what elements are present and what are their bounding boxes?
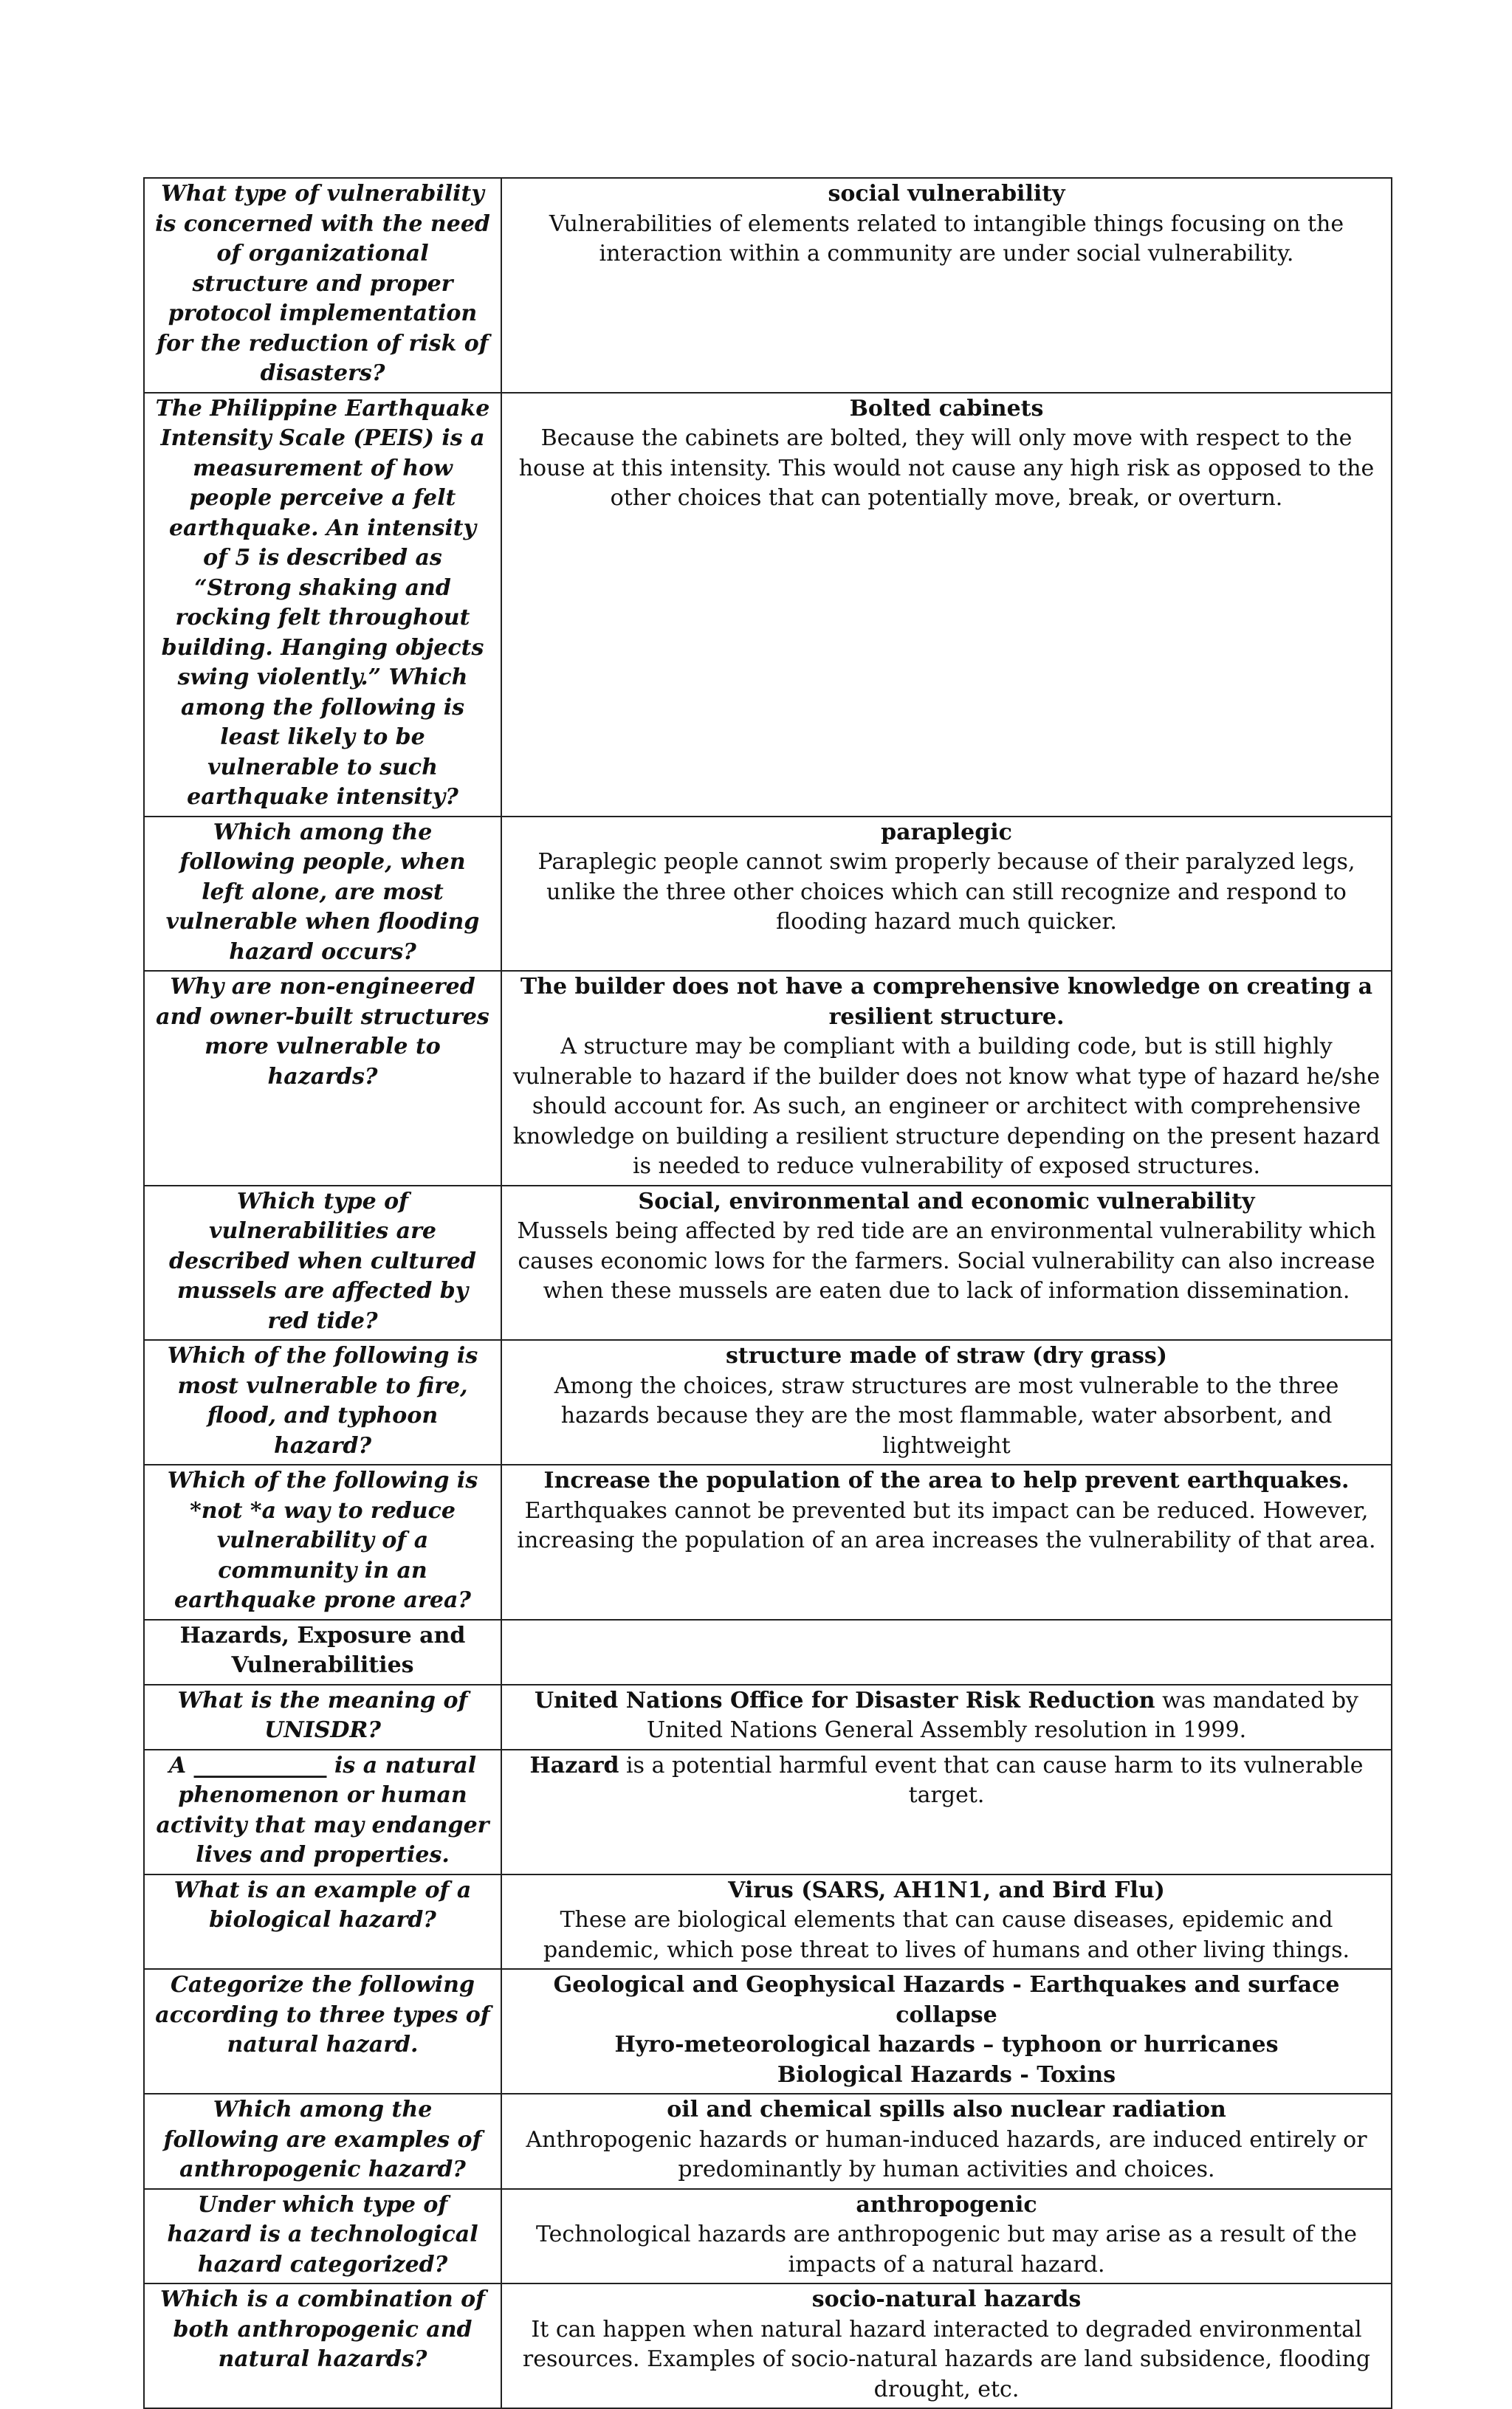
question-cell: Which is a combination of both anthropogenic and natural hazards?: [144, 2283, 501, 2408]
answer-title: structure made of straw (dry grass): [726, 1343, 1167, 1369]
answer-explanation: Earthquakes cannot be prevented but its impact can be reduced. However, increasing the population of an area increases the vulnerability of that area.: [517, 1497, 1376, 1553]
question-cell: Categorize the following according to three types of natural hazard.: [144, 1969, 501, 2094]
hazard-category-line: Biological Hazards - Toxins: [777, 2061, 1116, 2088]
answer-cell: [501, 1340, 1392, 1465]
question-cell: Which of the following is most vulnerable to fire, flood, and typhoon hazard?: [144, 1340, 501, 1465]
answer-explanation: is a potential harmful event that can cause harm to its vulnerable target.: [619, 1752, 1364, 1808]
empty-cell: [501, 1620, 1392, 1685]
question-cell: The Philippine Earthquake Intensity Scale (PEIS) is a measurement of how people perceive a felt earthquake. An intensity of 5 is described as “Strong shaking and rocking felt throughout building. Hanging objects swing violently.” Which among the following is least likely to be vulnerable to such earthquake intensity?: [144, 393, 501, 817]
table-row: [144, 1340, 1392, 1465]
section-heading: Hazards, Exposure and Vulnerabilities: [144, 1620, 501, 1685]
answer-title: socio-natural hazards: [811, 2286, 1082, 2312]
answer-cell: [501, 2189, 1392, 2284]
answer-term: United Nations Office for Disaster Risk Reduction: [534, 1687, 1155, 1714]
question-cell: Which of the following is *not *a way to reduce vulnerability of a community in an earthquake prone area?: [144, 1465, 501, 1620]
table-row: [144, 1465, 1392, 1620]
answer-cell: [501, 1750, 1392, 1874]
answer-title: anthropogenic: [856, 2191, 1037, 2218]
table-row: [144, 1750, 1392, 1874]
answer-title: paraplegic: [881, 819, 1012, 845]
question-cell: What is an example of a biological hazard?: [144, 1874, 501, 1970]
table-row: [144, 1685, 1392, 1750]
answer-cell: [501, 817, 1392, 972]
question-cell: Which among the following people, when left alone, are most vulnerable when flooding hazard occurs?: [144, 817, 501, 972]
answer-explanation: Anthropogenic hazards or human-induced hazards, are induced entirely or predominantly by human activities and choices.: [526, 2126, 1367, 2182]
hazard-category-line: Geological and Geophysical Hazards - Earthquakes and surface collapse: [553, 1972, 1340, 2028]
table-row: [144, 2283, 1392, 2408]
table-row: [144, 2189, 1392, 2284]
question-cell: Which type of vulnerabilities are described when cultured mussels are affected by red tide?: [144, 1186, 501, 1341]
answer-title: oil and chemical spills also nuclear radiation: [667, 2097, 1226, 2123]
table-row: [144, 1186, 1392, 1341]
answer-title: social vulnerability: [828, 181, 1065, 207]
question-cell: What type of vulnerability is concerned with the need of organizational structure and proper protocol implementation for the reduction of risk of disasters?: [144, 178, 501, 393]
question-cell: Why are non-engineered and owner-built structures more vulnerable to hazards?: [144, 971, 501, 1186]
answer-title: Bolted cabinets: [849, 395, 1044, 422]
answer-explanation: Technological hazards are anthropogenic but may arise as a result of the impacts of a natural hazard.: [535, 2221, 1358, 2278]
hazard-category-line: Hyro-meteorological hazards – typhoon or hurricanes: [614, 2032, 1279, 2058]
answer-title: Increase the population of the area to help prevent earthquakes.: [543, 1468, 1350, 1494]
answer-title: Social, environmental and economic vulnerability: [638, 1188, 1255, 1214]
answer-cell: [501, 178, 1392, 393]
answer-explanation: It can happen when natural hazard interacted to degraded environmental resources. Examples of socio-natural hazards are land subsidence, flooding drought, etc.: [522, 2316, 1371, 2402]
answer-explanation: Among the choices, straw structures are most vulnerable to the three hazards because they are the most flammable, water absorbent, and lightweight: [554, 1372, 1339, 1459]
section-heading-row: [144, 1620, 1392, 1685]
answer-cell: [501, 2094, 1392, 2189]
answer-explanation: These are biological elements that can cause diseases, epidemic and pandemic, which pose threat to lives of humans and other living things.: [543, 1907, 1350, 1963]
table-row: [144, 1969, 1392, 2094]
question-cell: What is the meaning of UNISDR?: [144, 1685, 501, 1750]
answer-cell: [501, 1465, 1392, 1620]
answer-cell: [501, 1685, 1392, 1750]
question-cell: A ____________ is a natural phenomenon or human activity that may endanger lives and properties.: [144, 1750, 501, 1874]
answer-cell: [501, 971, 1392, 1186]
answer-term: Hazard: [529, 1752, 619, 1779]
answer-cell: [501, 1969, 1392, 2094]
answer-explanation: Paraplegic people cannot swim properly because of their paralyzed legs, unlike the three other choices which can still recognize and respond to flooding hazard much quicker.: [537, 849, 1355, 935]
answer-cell: [501, 393, 1392, 817]
answer-cell: [501, 1186, 1392, 1341]
question-cell: Under which type of hazard is a technological hazard categorized?: [144, 2189, 501, 2284]
answer-explanation: Vulnerabilities of elements related to intangible things focusing on the interaction within a community are under social vulnerability.: [549, 210, 1344, 267]
qa-table: [143, 177, 1392, 2409]
answer-explanation: Mussels being affected by red tide are an environmental vulnerability which causes economic lows for the farmers. Social vulnerability can also increase when these mussels are eaten due to lack of information dissemination.: [517, 1218, 1376, 1304]
table-row: [144, 1874, 1392, 1970]
answer-cell: [501, 2283, 1392, 2408]
table-row: [144, 393, 1392, 817]
answer-explanation: A structure may be compliant with a building code, but is still highly vulnerable to hazard if the builder does not know what type of hazard he/she should account for. As such, an engineer or architect with comprehensive knowledge on building a resilient structure depending on the present hazard is needed to reduce vulnerability of exposed structures.: [512, 1034, 1381, 1179]
question-cell: Which among the following are examples of anthropogenic hazard?: [144, 2094, 501, 2189]
table-row: [144, 971, 1392, 1186]
table-row: [144, 178, 1392, 393]
answer-explanation: Because the cabinets are bolted, they will only move with respect to the house at this intensity. This would not cause any high risk as opposed to the other choices that can potentially move, break, or overturn.: [518, 425, 1375, 511]
table-row: [144, 817, 1392, 972]
answer-explanation: was mandated by United Nations General Assembly resolution in 1999.: [646, 1687, 1359, 1743]
answer-title: Virus (SARS, AH1N1, and Bird Flu): [728, 1877, 1165, 1903]
answer-cell: [501, 1874, 1392, 1970]
table-row: [144, 2094, 1392, 2189]
answer-title: The builder does not have a comprehensive knowledge on creating a resilient structure.: [520, 974, 1373, 1030]
